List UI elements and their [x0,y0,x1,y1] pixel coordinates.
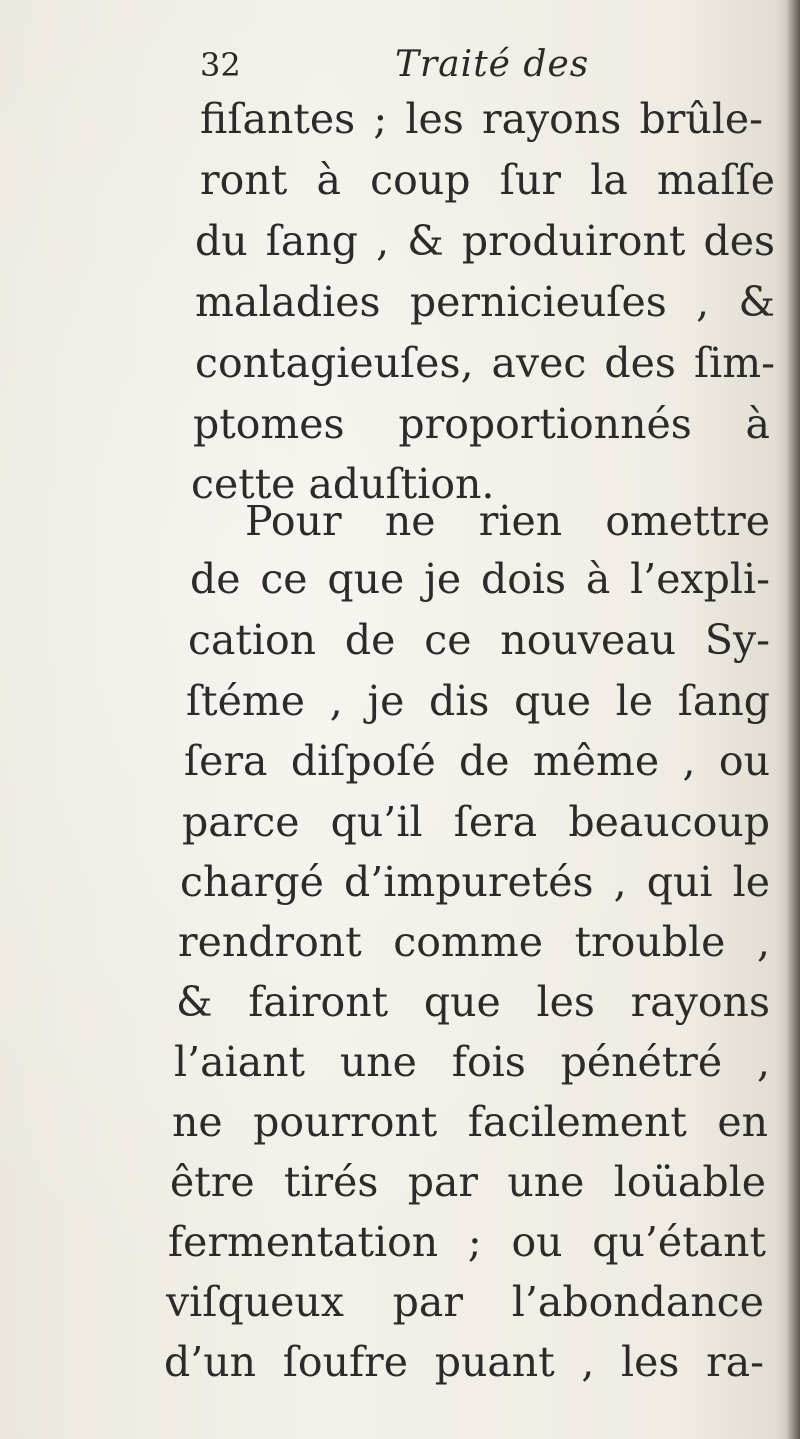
text-line: rendront comme trouble , [178,918,770,966]
page-binding-edge [786,0,800,1439]
text-line: chargé d’impuretés , qui le [180,858,770,906]
text-line: du ſang , & produiront des [195,217,775,265]
text-line: fiſantes ; les rayons brûle- [200,95,763,143]
text-line: viſqueux par l’abondance [166,1278,764,1326]
text-line: être tirés par une loüable [170,1158,766,1206]
text-line: Pour ne rien omettre [245,497,770,545]
text-line: ſtéme , je dis que le ſang [186,677,770,725]
page-number: 32 [200,46,241,84]
text-line: contagieuſes, avec des ſim- [195,339,775,387]
text-line: parce qu’il ſera beaucoup [182,798,770,846]
text-line: ptomes proportionnés à [193,400,770,448]
text-line: d’un ſoufre puant , les ra- [164,1338,764,1386]
page-header [200,38,760,92]
text-line: fermentation ; ou qu’étant [168,1218,766,1266]
running-title: Traité des [395,44,590,85]
text-line: cation de ce nouveau Sy- [188,616,770,664]
text-line: maladies pernicieuſes , & [195,278,775,326]
text-line: cette aduſtion. [191,460,495,508]
text-line: ſera diſpoſé de même , ou [184,737,770,785]
text-line: de ce que je dois à l’expli- [190,555,770,603]
text-line: l’aiant une fois pénétré , [174,1038,770,1086]
text-line: ront à coup ſur la maſſe [200,156,775,204]
text-line: ne pourront facilement en [172,1098,768,1146]
text-line: & fairont que les rayons [176,978,770,1026]
